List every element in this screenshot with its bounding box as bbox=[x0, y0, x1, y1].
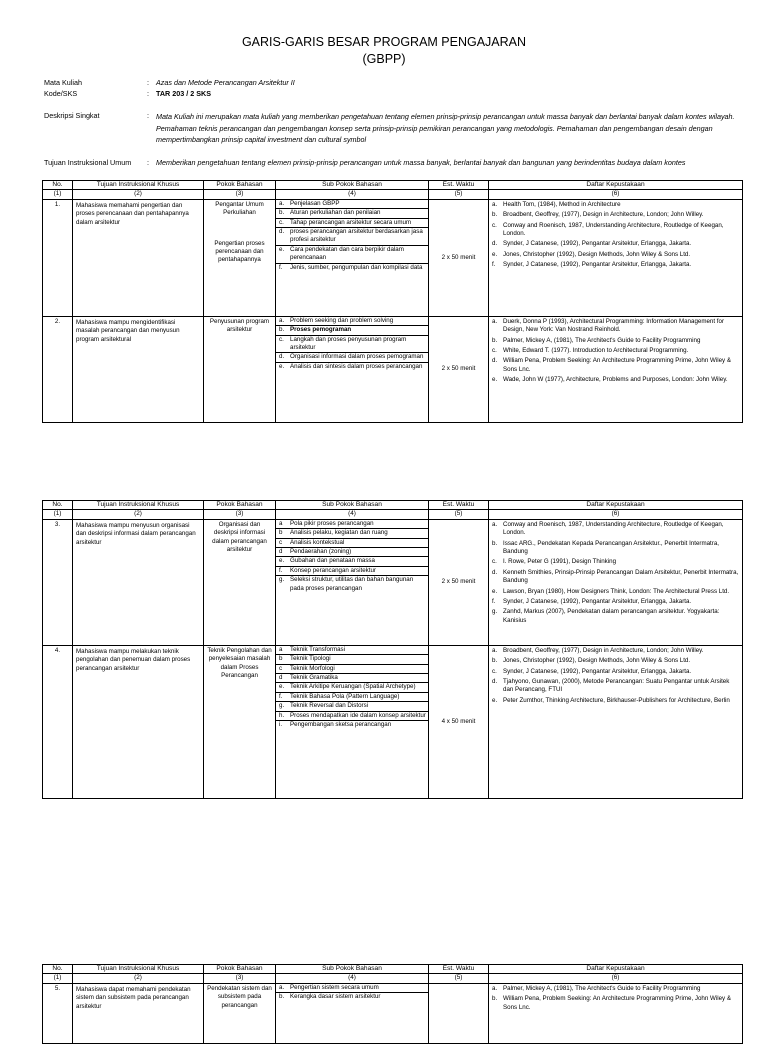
item-marker: g. bbox=[279, 702, 285, 710]
sub-pokok-item bbox=[276, 209, 428, 218]
item-text: Issac ARG., Pendekatan Kepada Perancangan Arsitektur., Penerbit Intermatra, Bandung bbox=[503, 539, 719, 556]
tujuan-khusus: Mahasiswa memahami pengertian dan proses perencanaan dan pentahapannya dalam arsitektur bbox=[73, 199, 204, 316]
sub-pokok-item bbox=[276, 539, 428, 548]
sub-pokok-item bbox=[276, 702, 428, 711]
gbpp-table-3 bbox=[42, 964, 743, 1044]
item-text: Teknik Reversal dan Distorsi bbox=[290, 702, 369, 710]
item-marker: d. bbox=[279, 228, 285, 236]
sub-pokok-item bbox=[276, 712, 428, 721]
reference-item bbox=[492, 240, 740, 248]
sub-pokok-item bbox=[276, 200, 428, 209]
pokok-bahasan-item: Pengertian proses perencanaan dan pentahapannya bbox=[214, 239, 265, 264]
document-title-line1: GARIS-GARIS BESAR PROGRAM PENGAJARAN bbox=[241, 35, 527, 49]
header-no: No. bbox=[43, 501, 73, 510]
item-marker: a. bbox=[492, 200, 498, 208]
row-number: 4. bbox=[43, 645, 73, 798]
reference-item bbox=[492, 558, 740, 566]
table-number-row bbox=[43, 510, 743, 519]
item-marker: d. bbox=[492, 678, 498, 686]
item-text: Broadbent, Geoffrey, (1977), Design in Architecture, London; John Willey. bbox=[503, 646, 704, 654]
est-waktu: 2 x 50 menit bbox=[429, 199, 489, 316]
item-text: Cara pendekatan dan cara berpikir dalam perencanaan bbox=[290, 245, 404, 262]
item-text: Pola pikir proses perancangan bbox=[290, 519, 374, 527]
item-marker: b. bbox=[492, 211, 498, 219]
sub-pokok-item bbox=[276, 721, 428, 729]
reference-list bbox=[489, 520, 742, 625]
reference-list bbox=[489, 200, 742, 270]
item-text: Conway and Roenisch, 1987, Understanding Architecture, Routledge of Keegan, London. bbox=[503, 520, 724, 537]
reference-item bbox=[492, 668, 740, 676]
item-marker: c. bbox=[279, 335, 284, 343]
sub-pokok-item bbox=[276, 219, 428, 228]
header-pustaka: Daftar Kepustakaan bbox=[489, 181, 743, 190]
col-number: (6) bbox=[489, 974, 743, 983]
pokok-bahasan-item: Organisasi dan deskripsi informasi dalam perancangan arsitektur bbox=[212, 520, 267, 554]
item-text: Synder, J Catanese, (1992), Pengantar Arsitektur, Erlangga, Jakarta. bbox=[503, 667, 692, 675]
item-text: Analisis dan sintesis dalam proses perancangan bbox=[290, 362, 423, 370]
item-marker: a. bbox=[492, 984, 498, 992]
item-text: Teknik Bahasa Pola (Pattern Language) bbox=[290, 692, 400, 700]
table-row bbox=[43, 645, 743, 798]
item-marker: e. bbox=[492, 376, 498, 384]
item-marker: c bbox=[279, 664, 283, 672]
reference-item bbox=[492, 211, 740, 219]
col-number: (5) bbox=[429, 510, 489, 519]
item-text: Jones, Christopher (1992), Design Methods, John Wiley & Sons Ltd. bbox=[503, 657, 691, 665]
sub-pokok-item bbox=[276, 993, 428, 1001]
item-marker: d. bbox=[492, 240, 498, 248]
item-marker: b. bbox=[492, 336, 498, 344]
tujuan-umum-label: Tujuan Instruksional Umum bbox=[44, 158, 132, 167]
sub-pokok-list bbox=[276, 200, 428, 272]
header-sub: Sub Pokok Bahasan bbox=[276, 181, 429, 190]
item-marker: b. bbox=[492, 539, 498, 547]
col-number: (2) bbox=[73, 510, 204, 519]
header-pokok: Pokok Bahasan bbox=[204, 965, 276, 974]
item-text: Wade, John W (1977), Architecture, Problems and Purposes, London: John Wiley. bbox=[503, 376, 728, 384]
table-header-row bbox=[43, 501, 743, 510]
tujuan-khusus: Mahasiswa mampu menyusun organisasi dan deskripsi informasi dalam perancangan arsitektur bbox=[73, 519, 204, 645]
mata-kuliah-label: Mata Kuliah bbox=[44, 78, 82, 87]
sub-pokok-item bbox=[276, 336, 428, 354]
reference-item bbox=[492, 251, 740, 259]
sub-pokok-item bbox=[276, 655, 428, 664]
item-marker: c. bbox=[492, 667, 497, 675]
daftar-kepustakaan bbox=[489, 519, 743, 645]
tujuan-khusus: Mahasiswa mampu melakukan teknik pengolahan dan penemuan dalam proses perancangan arsitektur bbox=[73, 645, 204, 798]
item-marker: f. bbox=[279, 692, 283, 700]
est-waktu: 2 x 50 menit bbox=[429, 316, 489, 422]
sub-pokok-item bbox=[276, 557, 428, 566]
item-marker: b. bbox=[492, 657, 498, 665]
item-marker: d bbox=[279, 674, 283, 682]
item-text: Synder, J Catanese, (1992), Pengantar Arsitektur, Erlangga, Jakarta. bbox=[503, 598, 692, 606]
item-text: White, Edward T. (1977). Introduction to Architectural Programming. bbox=[503, 347, 689, 355]
item-text: Jones, Christopher (1992), Design Methods, John Wiley & Sons Ltd. bbox=[503, 250, 691, 258]
item-text: Aturan perkuliahan dan penilaian bbox=[290, 209, 381, 217]
reference-item bbox=[492, 201, 740, 209]
gbpp-table-2 bbox=[42, 500, 743, 799]
col-number: (3) bbox=[204, 190, 276, 199]
header-waktu: Est. Waktu bbox=[429, 181, 489, 190]
sub-pokok-list bbox=[276, 646, 428, 730]
reference-item bbox=[492, 995, 740, 1012]
item-text: Kenneth Smithies, Prinsip-Prinsip Perancangan Dalam Arsitektur, Penerbit Intermatra, Bandung bbox=[503, 568, 739, 585]
item-marker: g. bbox=[279, 576, 285, 584]
item-marker: e. bbox=[492, 250, 498, 258]
row-number: 5. bbox=[43, 983, 73, 1043]
sub-pokok-list bbox=[276, 317, 428, 371]
document-title-line2: (GBPP) bbox=[362, 52, 406, 66]
item-marker: b. bbox=[492, 995, 498, 1003]
daftar-kepustakaan bbox=[489, 199, 743, 316]
col-number: (1) bbox=[43, 974, 73, 983]
col-number: (5) bbox=[429, 974, 489, 983]
tujuan-umum-value: Memberikan pengetahuan tentang elemen prinsip-prinsip perancangan untuk massa banyak, berlantai banyak dan bangunan yang berindentitas budaya dalam kontes bbox=[156, 158, 686, 167]
item-marker: b. bbox=[279, 326, 285, 334]
item-text: Duerk, Donna P (1993), Architectural Programming: Information Management for Design, New York: Van Nostrand Reinhold. bbox=[503, 317, 725, 334]
pokok-bahasan bbox=[204, 199, 276, 316]
reference-item bbox=[492, 261, 740, 269]
pokok-bahasan bbox=[204, 316, 276, 422]
col-number: (3) bbox=[204, 974, 276, 983]
reference-item bbox=[492, 521, 740, 538]
reference-item bbox=[492, 376, 740, 384]
colon: : bbox=[147, 89, 149, 98]
item-text: Penjelasan GBPP bbox=[290, 199, 340, 207]
item-text: Analisis kontekstual bbox=[290, 538, 345, 546]
item-text: Tjahyono, Gunawan, (2000), Metode Perancangan: Suatu Pengantar untuk Arsitek dan Perancang, FTUI bbox=[503, 678, 730, 694]
item-text: Teknik Transformasi bbox=[290, 645, 346, 653]
pokok-bahasan-item: Teknik Pengolahan dan penyelesaian masalah dalam Proses Perancangan bbox=[207, 646, 272, 680]
item-marker: f. bbox=[492, 261, 496, 269]
item-marker: e. bbox=[279, 683, 285, 691]
item-marker: a. bbox=[279, 316, 285, 324]
row-number: 1. bbox=[43, 199, 73, 316]
reference-item bbox=[492, 647, 740, 655]
item-marker: f. bbox=[279, 263, 283, 271]
item-marker: f. bbox=[279, 566, 283, 574]
colon: : bbox=[147, 111, 149, 120]
sub-pokok-bahasan bbox=[276, 645, 429, 798]
header-waktu: Est. Waktu bbox=[429, 965, 489, 974]
item-text: Problem seeking dan problem solving bbox=[290, 316, 394, 324]
reference-item bbox=[492, 598, 740, 606]
header-tujuan: Tujuan Instruksional Khusus bbox=[73, 501, 204, 510]
sub-pokok-item bbox=[276, 264, 428, 272]
deskripsi-value: Mata Kuliah ini merupakan mata kuliah yang memberikan pengetahuan tentang elemen prinsip-prinsip perancangan untuk massa banyak dan berlantai banyak dalam kontes wilayah. Pemahaman teknis perancangan dan pengembangan konsep serta prinsip-prinsip pemikiran perancangan yang metodologis. Pemahaman dan pengembangan desain dengan mempertimbangkan prinsip capital investment dan cultural symbol bbox=[156, 112, 735, 144]
daftar-kepustakaan bbox=[489, 983, 743, 1043]
item-text: Teknik Gramatika bbox=[290, 674, 338, 682]
mata-kuliah-value: Azas dan Metode Perancangan Arsitektur II bbox=[156, 78, 295, 87]
item-marker: a bbox=[279, 645, 283, 653]
item-text: Health Tom, (1984), Method in Architecture bbox=[503, 200, 621, 208]
item-marker: c. bbox=[492, 558, 497, 566]
header-pokok: Pokok Bahasan bbox=[204, 181, 276, 190]
deskripsi-label: Deskripsi Singkat bbox=[44, 111, 100, 120]
item-marker: a. bbox=[279, 983, 285, 991]
table-row bbox=[43, 519, 743, 645]
item-marker: h. bbox=[279, 711, 285, 719]
col-number: (2) bbox=[73, 974, 204, 983]
item-marker: e. bbox=[492, 696, 498, 704]
item-marker: e. bbox=[279, 362, 285, 370]
item-marker: a. bbox=[492, 520, 498, 528]
item-marker: f. bbox=[492, 598, 496, 606]
item-marker: d. bbox=[279, 353, 285, 361]
gbpp-table-1 bbox=[42, 180, 743, 423]
item-text: Synder, J Catanese, (1992), Pengantar Arsitektur, Erlangga, Jakarta. bbox=[503, 240, 692, 248]
reference-item bbox=[492, 678, 740, 695]
col-number: (1) bbox=[43, 190, 73, 199]
row-number: 3. bbox=[43, 519, 73, 645]
item-text: Jenis, sumber, pengumpulan dan kompilasi data bbox=[290, 263, 423, 271]
item-text: Seleksi struktur, utilitas dan bahan bangunan pada proses perancangan bbox=[290, 576, 414, 592]
item-marker: a bbox=[279, 519, 283, 527]
header-no: No. bbox=[43, 181, 73, 190]
col-number: (4) bbox=[276, 974, 429, 983]
sub-pokok-item bbox=[276, 576, 428, 593]
header-sub: Sub Pokok Bahasan bbox=[276, 965, 429, 974]
reference-item bbox=[492, 588, 740, 596]
table-row bbox=[43, 983, 743, 1043]
item-text: Peter Zumthor, Thinking Architecture, Birkhauser-Publishers for Architecture, Berlin bbox=[503, 696, 730, 704]
header-no: No. bbox=[43, 965, 73, 974]
item-text: Proses mendapatkan ide dalam konsep arsitektur bbox=[290, 711, 426, 719]
item-marker: e. bbox=[492, 587, 498, 595]
sub-pokok-item bbox=[276, 353, 428, 362]
sub-pokok-item bbox=[276, 567, 428, 576]
sub-pokok-item bbox=[276, 228, 428, 246]
daftar-kepustakaan bbox=[489, 645, 743, 798]
daftar-kepustakaan bbox=[489, 316, 743, 422]
item-text: I. Rowe, Peter G (1991), Design Thinking bbox=[503, 558, 617, 566]
item-marker: a. bbox=[492, 646, 498, 654]
col-number: (1) bbox=[43, 510, 73, 519]
col-number: (5) bbox=[429, 190, 489, 199]
reference-item bbox=[492, 347, 740, 355]
sub-pokok-bahasan bbox=[276, 199, 429, 316]
item-text: Teknik Morfologi bbox=[290, 664, 335, 672]
sub-pokok-bahasan bbox=[276, 983, 429, 1043]
table-row bbox=[43, 199, 743, 316]
est-waktu: 2 x 50 menit bbox=[429, 519, 489, 645]
item-text: Conway and Roenisch, 1987, Understanding Architecture, Routledge of Keegan, London. bbox=[503, 221, 724, 238]
sub-pokok-item bbox=[276, 520, 428, 529]
pokok-bahasan-item: Pengantar Umum Perkuliahan bbox=[215, 200, 264, 217]
est-waktu: 4 x 50 menit bbox=[429, 645, 489, 798]
col-number: (4) bbox=[276, 190, 429, 199]
item-text: Pengertian sistem secara umum bbox=[290, 983, 379, 991]
sub-pokok-item bbox=[276, 683, 428, 692]
item-text: William Pena, Problem Seeking: An Architecture Programming Prime, John Wiley & Sons Lnc. bbox=[503, 357, 731, 373]
item-marker: b. bbox=[279, 993, 285, 1001]
reference-item bbox=[492, 657, 740, 665]
header-sub: Sub Pokok Bahasan bbox=[276, 501, 429, 510]
sub-pokok-item bbox=[276, 326, 428, 335]
item-text: Pendaerahan (zoning) bbox=[290, 548, 352, 556]
item-text: Broadbent, Geoffrey, (1977), Design in Architecture, London; John Willey. bbox=[503, 211, 704, 219]
reference-item bbox=[492, 985, 740, 993]
item-text: Proses pemograman bbox=[290, 326, 352, 334]
reference-item bbox=[492, 608, 740, 625]
item-text: William Pena, Problem Seeking: An Architecture Programming Prime, John Wiley & Sons Lnc. bbox=[503, 995, 731, 1011]
item-marker: b bbox=[279, 529, 283, 537]
col-number: (6) bbox=[489, 190, 743, 199]
reference-item bbox=[492, 540, 740, 557]
sub-pokok-item bbox=[276, 529, 428, 538]
sub-pokok-item bbox=[276, 693, 428, 702]
item-marker: b. bbox=[279, 209, 285, 217]
item-text: Synder, J Catanese, (1992), Pengantar Arsitektur, Erlangga, Jakarta. bbox=[503, 261, 692, 269]
reference-item bbox=[492, 318, 740, 335]
item-marker: c. bbox=[492, 347, 497, 355]
table-number-row bbox=[43, 974, 743, 983]
reference-item bbox=[492, 357, 740, 374]
col-number: (2) bbox=[73, 190, 204, 199]
table-row bbox=[43, 316, 743, 422]
course-meta bbox=[44, 78, 744, 174]
item-marker: e. bbox=[279, 557, 285, 565]
kode-value: TAR 203 / 2 SKS bbox=[156, 89, 211, 98]
sub-pokok-item bbox=[276, 646, 428, 655]
sub-pokok-item bbox=[276, 246, 428, 264]
pokok-bahasan bbox=[204, 645, 276, 798]
tujuan-khusus: Mahasiswa dapat memahami pendekatan sistem dan subsistem pada perancangan arsitektur bbox=[73, 983, 204, 1043]
col-number: (6) bbox=[489, 510, 743, 519]
item-text: proses perancangan arsitektur berdasarkan jasa profesi arsitektur bbox=[290, 228, 423, 244]
item-marker: i. bbox=[279, 721, 283, 729]
item-text: Zanhd, Markus (2007), Pendekatan dalam perancangan arsitektur. Yogyakarta: Kanisius bbox=[503, 608, 720, 624]
reference-item bbox=[492, 697, 740, 705]
reference-list bbox=[489, 317, 742, 385]
item-text: Lawson, Bryan (1980), How Designers Think, London: The Architectural Press Ltd. bbox=[503, 587, 730, 595]
item-text: Palmer, Mickey A, (1981), The Architect's Guide to Facility Programming bbox=[503, 984, 701, 992]
sub-pokok-bahasan bbox=[276, 519, 429, 645]
item-marker: c bbox=[279, 538, 283, 546]
item-marker: c. bbox=[492, 221, 497, 229]
pokok-bahasan-item: Pendekatan sistem dan subsistem pada perancangan bbox=[207, 984, 272, 1009]
table-number-row bbox=[43, 190, 743, 199]
item-marker: a. bbox=[492, 317, 498, 325]
header-pokok: Pokok Bahasan bbox=[204, 501, 276, 510]
sub-pokok-item bbox=[276, 363, 428, 371]
colon: : bbox=[147, 158, 149, 167]
item-text: Konsep perancangan arsitektur bbox=[290, 566, 376, 574]
item-text: Langkah dan proses penyusunan program arsitektur bbox=[290, 335, 407, 352]
reference-item bbox=[492, 222, 740, 239]
col-number: (4) bbox=[276, 510, 429, 519]
kode-label: Kode/SKS bbox=[44, 89, 78, 98]
pokok-bahasan bbox=[204, 983, 276, 1043]
reference-list bbox=[489, 646, 742, 705]
item-text: Pengembangan sketsa perancangan bbox=[290, 721, 392, 729]
header-pustaka: Daftar Kepustakaan bbox=[489, 965, 743, 974]
item-marker: c. bbox=[279, 218, 284, 226]
header-tujuan: Tujuan Instruksional Khusus bbox=[73, 965, 204, 974]
reference-item bbox=[492, 337, 740, 345]
sub-pokok-item bbox=[276, 984, 428, 993]
header-waktu: Est. Waktu bbox=[429, 501, 489, 510]
table-header-row bbox=[43, 965, 743, 974]
sub-pokok-list bbox=[276, 520, 428, 593]
tujuan-khusus: Mahasiswa mampu mengidentifikasi masalah perancangan dan menyusun program arsitektural bbox=[73, 316, 204, 422]
col-number: (3) bbox=[204, 510, 276, 519]
item-marker: b bbox=[279, 655, 283, 663]
sub-pokok-bahasan bbox=[276, 316, 429, 422]
sub-pokok-item bbox=[276, 548, 428, 557]
item-marker: d bbox=[279, 548, 283, 556]
item-text: Teknik Arkitipe Keruangan (Spatial Archetype) bbox=[290, 683, 416, 691]
reference-list bbox=[489, 984, 742, 1012]
sub-pokok-list bbox=[276, 984, 428, 1002]
sub-pokok-item bbox=[276, 665, 428, 674]
item-text: Kerangka dasar sistem arsitektur bbox=[290, 993, 381, 1001]
item-text: Gubahan dan penataan massa bbox=[290, 557, 375, 565]
pokok-bahasan bbox=[204, 519, 276, 645]
item-marker: g. bbox=[492, 608, 498, 616]
est-waktu bbox=[429, 983, 489, 1043]
item-text: Tahap perancangan arsitektur secara umum bbox=[290, 218, 412, 226]
item-text: Analisis pelaku, kegiatan dan ruang bbox=[290, 529, 388, 537]
colon: : bbox=[147, 78, 149, 87]
row-number: 2. bbox=[43, 316, 73, 422]
item-text: Palmer, Mickey A, (1981), The Architect's Guide to Facility Programming bbox=[503, 336, 701, 344]
item-marker: d. bbox=[492, 357, 498, 365]
header-pustaka: Daftar Kepustakaan bbox=[489, 501, 743, 510]
item-marker: e. bbox=[279, 245, 285, 253]
item-text: Organisasi informasi dalam proses pemograman bbox=[290, 353, 424, 361]
item-marker: d. bbox=[492, 568, 498, 576]
item-marker: a. bbox=[279, 199, 285, 207]
reference-item bbox=[492, 569, 740, 586]
pokok-bahasan-item: Penyusunan program arsitektur bbox=[209, 317, 270, 334]
sub-pokok-item bbox=[276, 674, 428, 683]
header-tujuan: Tujuan Instruksional Khusus bbox=[73, 181, 204, 190]
table-header-row bbox=[43, 181, 743, 190]
sub-pokok-item bbox=[276, 317, 428, 326]
item-text: Teknik Tipologi bbox=[290, 655, 331, 663]
